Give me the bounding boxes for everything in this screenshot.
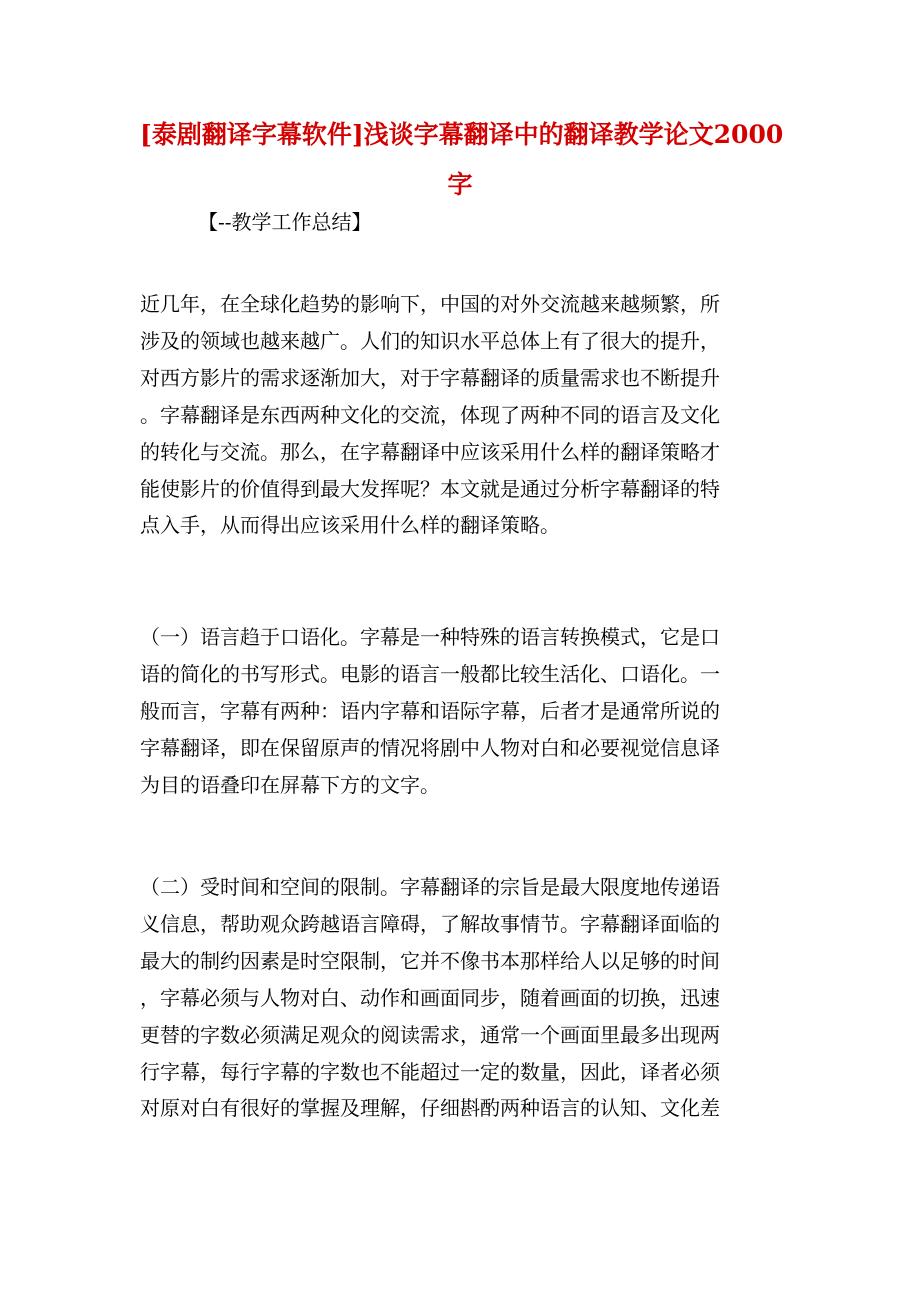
text-line: 点入手，从而得出应该采用什么样的翻译策略。 [140,513,560,538]
text-line: 对西方影片的需求逐渐加大，对于字幕翻译的质量需求也不断提升 [140,365,720,390]
text-line: 近几年，在全球化趋势的影响下，中国的对外交流越来越频繁，所 [140,292,720,316]
text-line: 义信息，帮助观众跨越语言障碍，了解故事情节。字幕翻译面临的 [140,911,720,936]
text-line: 。字幕翻译是东西两种文化的交流，体现了两种不同的语言及文化 [140,402,720,427]
text-line: 行字幕，每行字幕的字数也不能超过一定的数量，因此，译者必须 [140,1059,720,1084]
paragraph-intro [140,286,780,544]
text-line: 最大的制约因素是时空限制，它并不像书本那样给人以足够的时间 [140,948,720,973]
text-line: 字幕翻译，即在保留原声的情况将剧中人物对白和必要视觉信息译 [140,735,720,760]
paragraph-section-2 [140,869,780,1127]
text-line: 能使影片的价值得到最大发挥呢？本文就是通过分析字幕翻译的特 [140,476,720,501]
text-line: （一）语言趋于口语化。字幕是一种特殊的语言转换模式，它是口 [140,625,720,649]
paragraph-section-1 [140,619,780,804]
text-line: 对原对白有很好的掌握及理解，仔细斟酌两种语言的认知、文化差 [140,1096,720,1121]
text-line: 涉及的领域也越来越广。人们的知识水平总体上有了很大的提升， [140,328,720,353]
text-line: 般而言，字幕有两种：语内字幕和语际字幕，后者才是通常所说的 [140,698,720,723]
text-line: （二）受时间和空间的限制。字幕翻译的宗旨是最大限度地传递语 [140,875,720,899]
text-line: 更替的字数必须满足观众的阅读需求，通常一个画面里最多出现两 [140,1022,720,1047]
text-line: 为目的语叠印在屏幕下方的文字。 [140,772,440,797]
title-line: 字 [447,170,473,199]
text-line: 的转化与交流。那么，在字幕翻译中应该采用什么样的翻译策略才 [140,439,720,464]
document-title [140,110,784,210]
text-line: ，字幕必须与人物对白、动作和画面同步，随着画面的切换，迅速 [140,985,720,1010]
text-line: 语的简化的书写形式。电影的语言一般都比较生活化、口语化。一 [140,661,720,686]
document-subtitle: 【--教学工作总结】 [198,210,372,234]
title-line: [泰剧翻译字幕软件]浅谈字幕翻译中的翻译教学论文2000 [140,120,784,149]
